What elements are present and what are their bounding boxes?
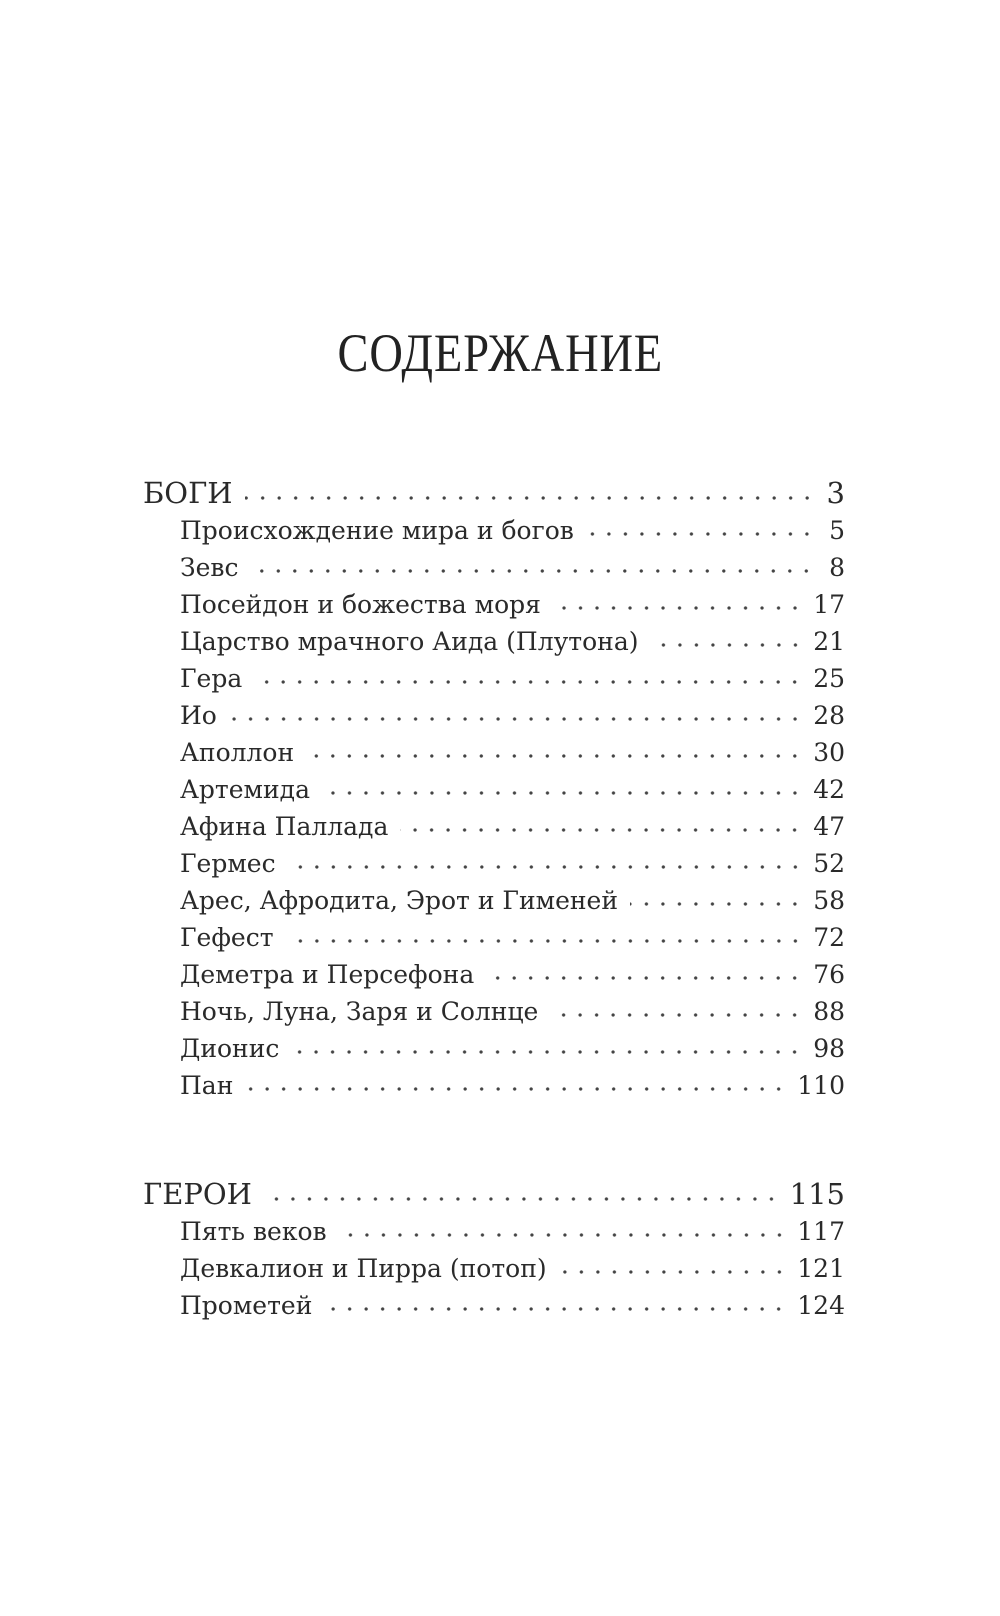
dot-leader — [254, 677, 803, 687]
toc-entry-title: Посейдон и божества моря — [180, 590, 541, 619]
dot-leader — [559, 1267, 788, 1277]
toc-entry[interactable] — [143, 1067, 845, 1104]
dot-leader — [245, 493, 815, 503]
toc-entry-title: Гермес — [180, 849, 276, 878]
toc-page-number: 28 — [813, 701, 845, 730]
dot-leader — [550, 1010, 803, 1020]
dot-leader — [339, 1230, 788, 1240]
toc-entry[interactable] — [143, 1213, 845, 1250]
toc-entry-title: Афина Паллада — [180, 812, 389, 841]
toc-page-number: 110 — [797, 1071, 845, 1100]
page-title — [0, 322, 1000, 384]
dot-leader — [306, 751, 803, 761]
toc-section-heading[interactable] — [143, 1175, 845, 1213]
toc-page-number: 25 — [813, 664, 845, 693]
toc-section-gods — [143, 474, 845, 1104]
dot-leader — [322, 788, 803, 798]
toc-entry[interactable] — [143, 882, 845, 919]
toc-page-number: 117 — [797, 1217, 845, 1246]
toc-page-number: 121 — [797, 1254, 845, 1283]
toc-entry[interactable] — [143, 771, 845, 808]
toc-page-number: 5 — [829, 516, 845, 545]
dot-leader — [264, 1194, 780, 1204]
toc-entry-title: Гефест — [180, 923, 274, 952]
toc-entry-title: Ио — [180, 701, 217, 730]
toc-entry-title: Гера — [180, 664, 243, 693]
toc-page-number: 115 — [789, 1177, 845, 1211]
dot-leader — [291, 1047, 803, 1057]
toc-page-number: 58 — [813, 886, 845, 915]
toc-page-number: 88 — [813, 997, 845, 1026]
dot-leader — [400, 825, 803, 835]
toc-entry[interactable] — [143, 956, 845, 993]
toc-page-number: 72 — [813, 923, 845, 952]
toc-entry-title: Царство мрачного Аида (Плутона) — [180, 627, 639, 656]
toc-entry[interactable] — [143, 919, 845, 956]
dot-leader — [586, 529, 815, 539]
toc-page-number: 124 — [797, 1291, 845, 1320]
toc-entry-title: Происхождение мира и богов — [180, 516, 574, 545]
toc-entry-title: Дионис — [180, 1034, 280, 1063]
toc-page-number: 47 — [813, 812, 845, 841]
dot-leader — [229, 714, 803, 724]
toc-page-number: 30 — [813, 738, 845, 767]
toc-entry[interactable] — [143, 993, 845, 1030]
toc-entry-title: Пять веков — [180, 1217, 327, 1246]
dot-leader — [250, 566, 815, 576]
toc-entry-title: Артемида — [180, 775, 310, 804]
toc-entry-title: Зевс — [180, 553, 239, 582]
toc-entry[interactable] — [143, 808, 845, 845]
toc-entry[interactable] — [143, 1250, 845, 1287]
toc-page-number: 3 — [826, 476, 845, 510]
toc-entry[interactable] — [143, 734, 845, 771]
toc-page-number: 21 — [813, 627, 845, 656]
toc-entry[interactable] — [143, 1030, 845, 1067]
page-title-text: СОДЕРЖАНИЕ — [337, 323, 663, 383]
toc-entry[interactable] — [143, 623, 845, 660]
toc-entry-title: БОГИ — [143, 476, 233, 510]
dot-leader — [245, 1084, 787, 1094]
toc-page-number: 8 — [829, 553, 845, 582]
toc-entry-title: Аполлон — [180, 738, 295, 767]
toc-entry-title: Ночь, Луна, Заря и Солнце — [180, 997, 539, 1026]
toc-entry[interactable] — [143, 1287, 845, 1324]
dot-leader — [630, 899, 803, 909]
toc-page-number: 52 — [813, 849, 845, 878]
toc-entry[interactable] — [143, 697, 845, 734]
toc-entry[interactable] — [143, 512, 845, 549]
dot-leader — [651, 640, 804, 650]
toc-entry[interactable] — [143, 845, 845, 882]
toc-section-heading[interactable] — [143, 474, 845, 512]
toc-entry-title: Прометей — [180, 1291, 313, 1320]
toc-entry[interactable] — [143, 549, 845, 586]
toc-entry-title: ГЕРОИ — [143, 1177, 252, 1211]
toc-page-number: 17 — [813, 590, 845, 619]
toc-entry-title: Девкалион и Пирра (потоп) — [180, 1254, 547, 1283]
toc-page-number: 76 — [813, 960, 845, 989]
dot-leader — [288, 862, 804, 872]
dot-leader — [324, 1304, 787, 1314]
toc-entry-title: Арес, Афродита, Эрот и Гименей — [180, 886, 619, 915]
dot-leader — [553, 603, 803, 613]
toc-page-number: 98 — [813, 1034, 845, 1063]
toc-entry-title: Деметра и Персефона — [180, 960, 475, 989]
toc-entry[interactable] — [143, 586, 845, 623]
toc-section-heroes — [143, 1175, 845, 1324]
toc-page-number: 42 — [813, 775, 845, 804]
dot-leader — [486, 973, 803, 983]
toc-entry-title: Пан — [180, 1071, 234, 1100]
toc-entry[interactable] — [143, 660, 845, 697]
dot-leader — [286, 936, 804, 946]
